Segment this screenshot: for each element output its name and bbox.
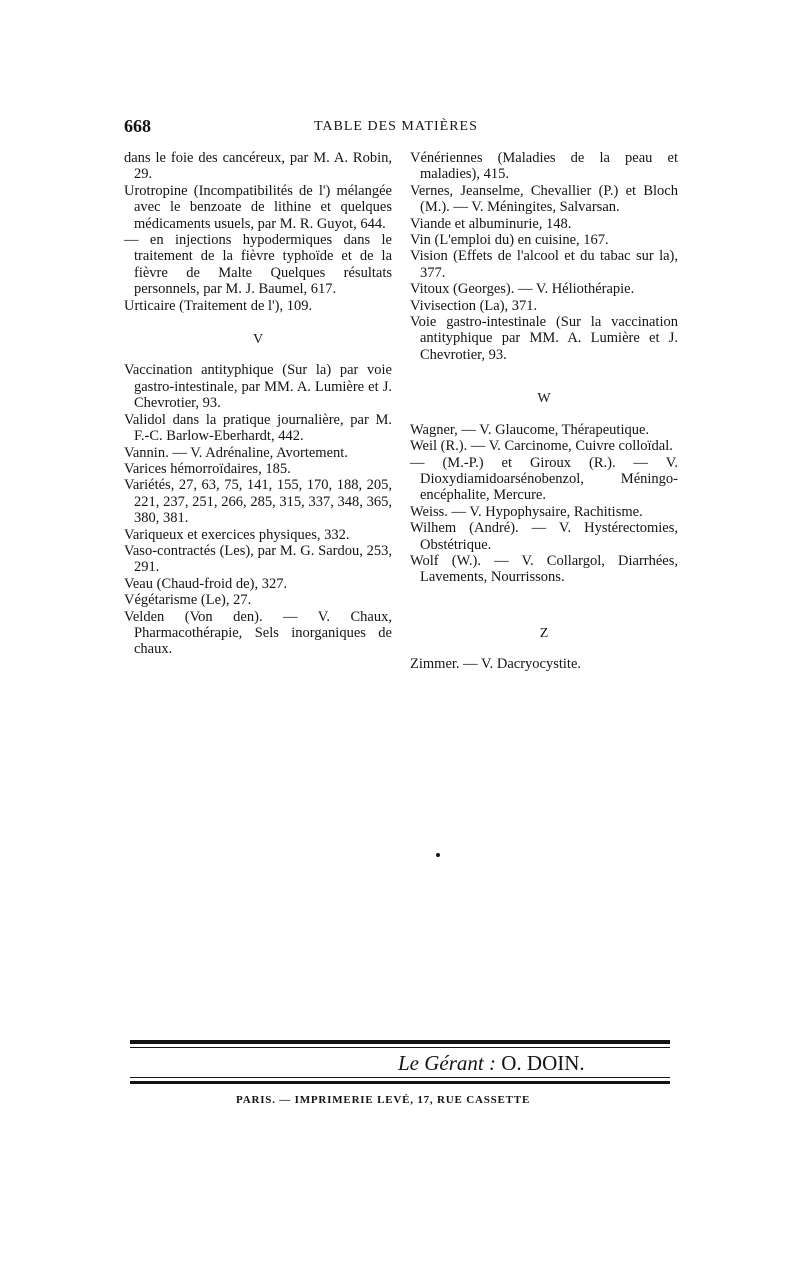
gerant-signature [398,1051,585,1076]
gerant-name: O. DOIN. [501,1051,585,1075]
index-entry: Vaccination antityphique (Sur la) par voie gastro-intestinale, par MM. A. Lumière et J. Chevrotier, 93. [124,362,392,412]
page-number: 668 [124,116,151,136]
index-entry: Veau (Chaud-froid de), 327. [124,575,288,592]
index-column-left [124,150,392,658]
index-entry: Validol dans la pratique journalière, par M. F.-C. Barlow-Eberhardt, 442. [124,411,392,445]
index-entry: Varices hémorroïdaires, 185. [124,460,291,477]
divider-rule [130,1081,670,1084]
index-entry: Wilhem (André). — V. Hystérectomies, Obstétrique. [410,520,678,553]
index-entry: — en injections hypodermiques dans le traitement de la fièvre typhoïde et de la fièvre de Malte Quelques résultats personnels, par M. J. Baumel, 617. [124,232,392,298]
index-entry: Vitoux (Georges). — V. Héliothérapie. [410,281,635,298]
index-entry: Viande et albuminurie, 148. [410,215,572,232]
index-entry: Wolf (W.). — V. Collargol, Diarrhées, Lavements, Nourrissons. [410,552,678,586]
gerant-label: Le Gérant : [398,1051,496,1075]
index-entry: Vivisection (La), 371. [410,297,538,314]
index-entry: dans le foie des cancéreux, par M. A. Robin, 29. [124,150,392,183]
divider-rule [130,1077,670,1078]
index-entry: Velden (Von den). — V. Chaux, Pharmacothérapie, Sels inorganiques de chaux. [124,608,392,658]
index-entry: Vernes, Jeanselme, Chevallier (P.) et Bloch (M.). — V. Méningites, Salvarsan. [410,182,678,216]
index-entry: Weiss. — V. Hypophysaire, Rachitisme. [410,503,643,520]
divider-rule [130,1047,670,1048]
index-entry: Urticaire (Traitement de l'), 109. [124,297,313,314]
index-entry: — (M.-P.) et Giroux (R.). — V. Dioxydiamidoarsénobenzol, Méningo-encéphalite, Mercure. [410,454,678,504]
index-entry: Vannin. — V. Adrénaline, Avortement. [124,444,348,461]
printer-imprint: PARIS. — IMPRIMERIE LEVÉ, 17, RUE CASSETTE [236,1094,531,1106]
index-entry: Zimmer. — V. Dacryocystite. [410,656,582,673]
index-entry: Variétés, 27, 63, 75, 141, 155, 170, 188, 205, 221, 237, 251, 266, 285, 315, 337, 348, 365, 380, 381. [124,477,392,527]
index-entry: Voie gastro-intestinale (Sur la vaccination antityphique par MM. A. Lumière et J. Chevrotier, 93. [410,314,678,363]
page-header [124,116,680,140]
index-entry: Vin (L'emploi du) en cuisine, 167. [410,232,609,249]
section-letter-z: Z [539,625,549,641]
index-entry: Variqueux et exercices physiques, 332. [124,526,350,543]
index-entry: Vénériennes (Maladies de la peau et maladies), 415. [410,150,678,183]
section-letter-w: W [537,391,551,407]
index-entry: Vision (Effets de l'alcool et du tabac sur la), 377. [410,248,678,281]
index-column-right [410,150,678,673]
index-entry: Weil (R.). — V. Carcinome, Cuivre colloïdal. [410,438,673,455]
index-entry: Végétarisme (Le), 27. [124,592,252,609]
running-title: TABLE DES MATIÈRES [314,119,478,134]
stray-dot [436,853,440,857]
index-entry: Wagner, — V. Glaucome, Thérapeutique. [410,421,650,438]
index-entry: Vaso-contractés (Les), par M. G. Sardou, 253, 291. [124,542,392,576]
divider-rule [130,1040,670,1044]
section-letter-v: V [252,332,264,348]
index-entry: Urotropine (Incompatibilités de l') mélangée avec le benzoate de lithine et quelques médicaments usuels, par M. R. Guyot, 644. [124,182,392,232]
